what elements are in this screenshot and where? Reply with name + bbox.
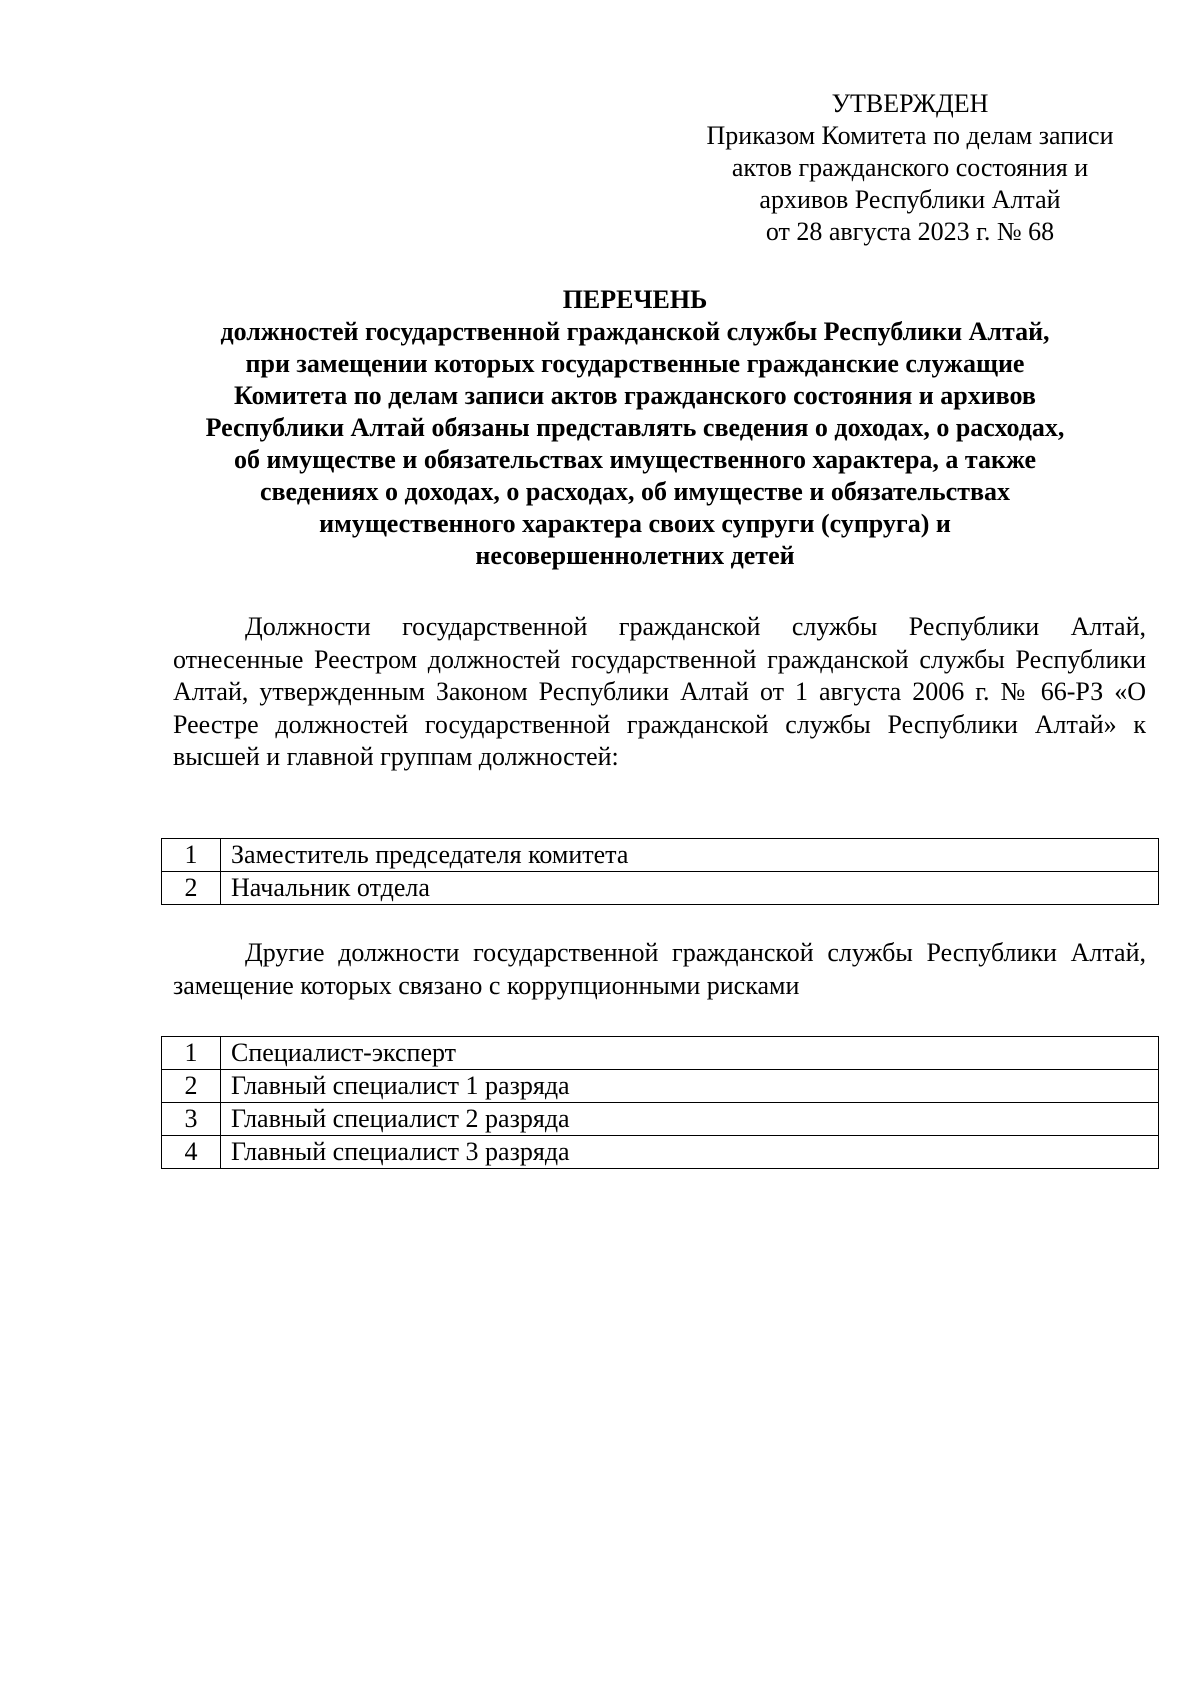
section2-paragraph: Другие должности государственной гражданской службы Республики Алтай, замещение которых связано с коррупционными рисками [173, 938, 1146, 1000]
approval-line: актов гражданского состояния и [731, 153, 1089, 182]
approval-stamp [640, 88, 1180, 248]
table-row [162, 839, 1159, 872]
section1-paragraph: Должности государственной гражданской службы Республики Алтай, отнесенные Реестром должностей государственной гражданской службы Республики Алтай, утвержденным Законом Республики Алтай от 1 августа 2006 г. № 66-РЗ «О Реестре должностей государственной гражданской службы Республики Алтай» к высшей и главной группам должностей: [173, 612, 1146, 771]
document-heading: ПЕРЕЧЕНЬ [562, 285, 708, 314]
document-subtitle-line: Комитета по делам записи актов гражданского состояния и архивов [234, 381, 1036, 410]
approval-status: УТВЕРЖДЕН [831, 89, 989, 118]
position-title: Специалист-эксперт [221, 1037, 1159, 1070]
document-subtitle-line: сведениях о доходах, о расходах, об имуществе и обязательствах [259, 477, 1011, 506]
document-subtitle-line: Республики Алтай обязаны представлять сведения о доходах, о расходах, [205, 413, 1065, 442]
senior-positions-table [161, 838, 1159, 905]
row-number: 3 [162, 1103, 221, 1136]
table-row [162, 1037, 1159, 1070]
position-title: Заместитель председателя комитета [221, 839, 1159, 872]
document-title-block [150, 284, 1120, 572]
document-subtitle-line: должностей государственной гражданской службы Республики Алтай, [220, 317, 1050, 346]
position-title: Главный специалист 1 разряда [221, 1070, 1159, 1103]
row-number: 2 [162, 1070, 221, 1103]
document-subtitle-line: имущественного характера своих супруги (супруга) и [319, 509, 951, 538]
row-number: 4 [162, 1136, 221, 1169]
position-title: Главный специалист 3 разряда [221, 1136, 1159, 1169]
approval-date: от 28 августа 2023 г. № 68 [765, 217, 1055, 246]
position-title: Главный специалист 2 разряда [221, 1103, 1159, 1136]
document-subtitle-line: об имуществе и обязательствах имущественного характера, а также [233, 445, 1037, 474]
approval-line: архивов Республики Алтай [759, 185, 1061, 214]
row-number: 1 [162, 1037, 221, 1070]
document-subtitle-line: несовершеннолетних детей [475, 541, 795, 570]
table-row [162, 1070, 1159, 1103]
table-row [162, 1103, 1159, 1136]
approval-line: Приказом Комитета по делам записи [706, 121, 1114, 150]
row-number: 1 [162, 839, 221, 872]
table-row [162, 1136, 1159, 1169]
document-subtitle-line: при замещении которых государственные гражданские служащие [245, 349, 1025, 378]
other-positions-table [161, 1036, 1159, 1169]
table-row [162, 872, 1159, 905]
position-title: Начальник отдела [221, 872, 1159, 905]
row-number: 2 [162, 872, 221, 905]
